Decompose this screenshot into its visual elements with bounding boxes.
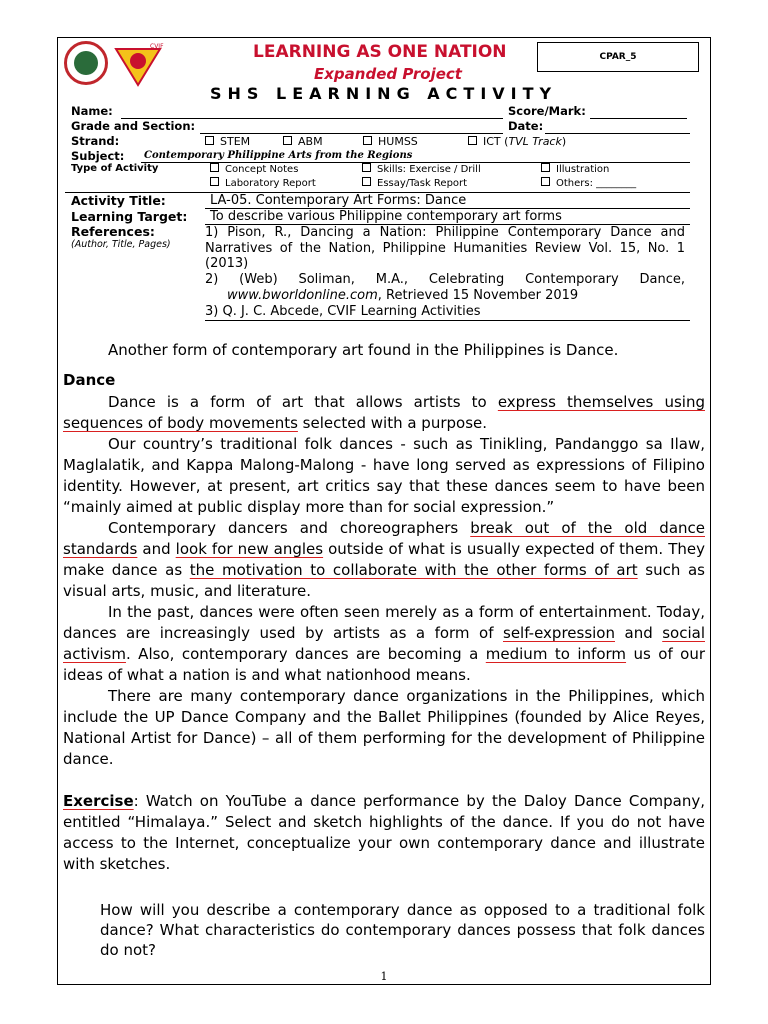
strand-abm[interactable]: ABM	[283, 135, 323, 148]
section-heading: Dance	[63, 371, 116, 389]
checkbox-icon	[362, 163, 371, 172]
paragraph-3: Contemporary dancers and choreographers break out of the old dance standards and look for new angles outside of what is usually expected of them. They make dance as the motivation to collaborate with the other forms of art such as visual arts, music, and literature.	[63, 519, 705, 600]
type-illustration[interactable]: Illustration	[541, 163, 609, 175]
exercise-label: Exercise	[63, 792, 134, 810]
checkbox-icon	[210, 177, 219, 186]
reflection-question: How will you describe a contemporary dance as opposed to a traditional folk dance? What characteristics do contemporary dances possess that folk dances do not?	[100, 901, 705, 959]
type-label: Type of Activity	[71, 163, 159, 174]
activity-code: CPAR_5	[537, 42, 699, 72]
paragraph-5: There are many contemporary dance organizations in the Philippines, which include the UP Dance Company and the Ballet Philippines (founded by Alice Reyes, National Artist for Dance) – all of them performing for the development of Philippine dance.	[63, 687, 705, 768]
type-concept-notes[interactable]: Concept Notes	[210, 163, 298, 175]
doc-subtitle: Expanded Project	[314, 65, 462, 83]
page-number: 1	[380, 970, 388, 983]
checkbox-icon	[541, 163, 550, 172]
doc-title: LEARNING AS ONE NATION	[253, 42, 507, 62]
checkbox-icon	[468, 136, 477, 145]
paragraph-2: Our country’s traditional folk dances - such as Tinikling, Pandanggo sa Ilaw, Maglalatik, and Kappa Malong-Malong - have long served as expressions of Filipino identity. However, at present, art critics say that these dances seem to have been “mainly aimed at public display more than for social expression.”	[63, 435, 705, 516]
activity-title-value: LA-05. Contemporary Art Forms: Dance	[210, 193, 467, 208]
grade-field[interactable]	[200, 133, 503, 134]
strand-stem[interactable]: STEM	[205, 135, 250, 148]
reference-2-link[interactable]: www.bworldonline.com	[227, 287, 378, 303]
date-label: Date:	[508, 119, 544, 133]
cvif-logo	[112, 41, 164, 87]
activity-title-label: Activity Title:	[71, 193, 166, 208]
checkbox-icon	[541, 177, 550, 186]
references-underline	[205, 320, 690, 321]
checkbox-icon	[210, 163, 219, 172]
svg-text:CVIF: CVIF	[150, 43, 164, 50]
paragraph-1: Dance is a form of art that allows artists to express themselves using sequences of body movements selected with a purpose.	[63, 393, 705, 432]
name-label: Name:	[71, 104, 113, 118]
reference-1: 1) Pison, R., Dancing a Nation: Philippine Contemporary Dance and Narratives of the Nation, Philippine Humanities Review Vol. 15, No. 1 (2013)	[205, 225, 685, 271]
checkbox-icon	[205, 136, 214, 145]
score-field[interactable]	[590, 118, 687, 119]
score-label: Score/Mark:	[508, 104, 586, 118]
checkbox-icon	[362, 177, 371, 186]
strand-ict[interactable]: ICT (TVL Track)	[468, 135, 566, 148]
activity-heading: SHS LEARNING ACTIVITY	[210, 84, 558, 103]
strand-humss[interactable]: HUMSS	[363, 135, 418, 148]
type-essay[interactable]: Essay/Task Report	[362, 177, 467, 189]
references-note: (Author, Title, Pages)	[71, 239, 171, 250]
checkbox-icon	[363, 136, 372, 145]
references-label: References:	[71, 224, 155, 239]
paragraph-4: In the past, dances were often seen merely as a form of entertainment. Today, dances are increasingly used by artists as a form of self-expression and social activism. Also, contemporary dances are becoming a medium to inform us of our ideas of what a nation is and what nationhood means.	[63, 603, 706, 684]
body-text	[63, 392, 705, 875]
intro-text: Another form of contemporary art found in the Philippines is Dance.	[108, 341, 619, 359]
type-others[interactable]: Others: ________	[541, 177, 636, 189]
learning-target-label: Learning Target:	[71, 209, 188, 224]
school-seal-logo	[64, 41, 108, 85]
subject-label: Subject:	[71, 149, 125, 163]
type-skills[interactable]: Skills: Exercise / Drill	[362, 163, 481, 175]
checkbox-icon	[283, 136, 292, 145]
learning-target-value: To describe various Philippine contemporary art forms	[210, 209, 562, 224]
reference-2: 2) (Web) Soliman, M.A., Celebrating Contemporary Dance, www.bworldonline.com, Retrieved 15 November 2019	[205, 272, 685, 303]
date-field[interactable]	[545, 133, 690, 134]
grade-label: Grade and Section:	[71, 119, 196, 133]
exercise-paragraph: Exercise: Watch on YouTube a dance performance by the Daloy Dance Company, entitled “Himalaya.” Select and sketch highlights of the dance. If you do not have access to the Internet, conceptualize your own contemporary dance and illustrate with sketches.	[63, 792, 705, 873]
reference-3: 3) Q. J. C. Abcede, CVIF Learning Activities	[205, 304, 481, 319]
strand-label: Strand:	[71, 134, 120, 148]
type-lab-report[interactable]: Laboratory Report	[210, 177, 316, 189]
subject-value: Contemporary Philippine Arts from the Regions	[144, 150, 413, 161]
